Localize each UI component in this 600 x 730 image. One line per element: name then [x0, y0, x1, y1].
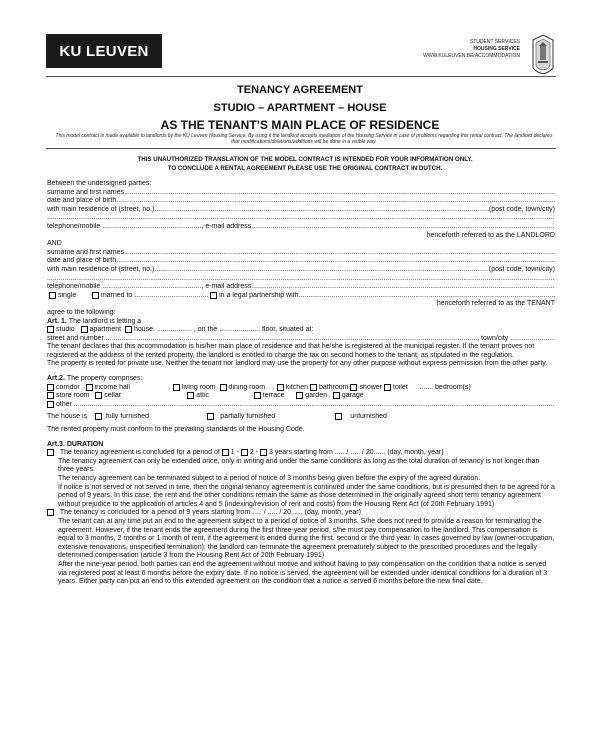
- nine-year-option: The tenancy is concluded for a period of 9 years starting from ..... / ..... / 20...... (day, month, year): [47, 509, 555, 518]
- agree-label: agree to the following:: [47, 308, 116, 316]
- other-rooms-field: other .....: [47, 401, 555, 410]
- married-checkbox[interactable]: [92, 292, 99, 299]
- living-room-checkbox[interactable]: [173, 384, 180, 391]
- art1-registration-paragraph: The tenant declares that this accommodation is his/her main place of residence and that he/she is registered at the municipal register. If the tenant proves not registered at the address of the rented property, the landlord is entitled to charge the tax on second homes to the tenant, as stipulated in the regulation.: [47, 343, 535, 359]
- marital-status-row: single married to ...................................... in a legal partnership with .....: [47, 292, 555, 301]
- partnership-checkbox[interactable]: [210, 292, 217, 299]
- one-year-checkbox[interactable]: [222, 449, 229, 456]
- corridor-checkbox[interactable]: [47, 384, 54, 391]
- garage-checkbox[interactable]: [333, 392, 340, 399]
- art3-heading: Art.3. DURATION: [47, 440, 104, 448]
- property-address-field[interactable]: street and number ..... , town/city .......................: [47, 335, 555, 344]
- extension-paragraph: The tenancy agreement can only be extended once, only in writing and under the same conditions as long as the total duration of tenancy is not longer than three years.: [58, 457, 540, 474]
- landlord-name-field[interactable]: surname and first names .....: [47, 189, 555, 198]
- landlord-birth-field[interactable]: date and place of birth .....: [47, 197, 555, 206]
- bathroom-checkbox[interactable]: [310, 384, 317, 391]
- dept-student-services: STUDENT SERVICES: [469, 39, 520, 45]
- landlord-residence-field[interactable]: with main residence of (street, no.) ..... (post code, town/city): [47, 206, 555, 215]
- art2-heading: Art.2. The property comprises:: [47, 375, 143, 383]
- store-room-checkbox[interactable]: [47, 392, 54, 399]
- early-termination-paragraph: The tenant can at any time put an end to the agreement subject to a period of notice of 3 months. S/he does not need to provide a reason for terminating the agreement. However, if the tenant ends the agreement during the first three-year period, s/he must pay compensation to the landlord. This compensation is equal to 3 months, 2 months or 1 month of rent, if the agreement is ended during the first, second or the third year. In cases governed by law (owner-occupation, extensive renovations, unspecified termination), the landlord can terminate the agreement prematurely subject to the prescribed procedures and the legally determined compensation (article 3 from the Housing Rent Act of 20th February 1991): [58, 517, 555, 560]
- apartment-checkbox[interactable]: [81, 326, 88, 333]
- termination-paragraph: The tenancy agreement can be terminated subject to a period of notice of 3 months being given before the expiry of the agreed duration.: [58, 475, 481, 482]
- art1-heading: Art. 1. The landlord is letting a: [47, 317, 142, 325]
- short-term-checkbox[interactable]: [47, 449, 54, 456]
- short-term-option: The tenancy agreement is concluded for a period of 1 - 2 - 3 years starting from ..... / ..... / 20...... (day, month, year): [47, 449, 555, 458]
- note-rule: [46, 148, 556, 149]
- rooms-row-2: store room cellar attic terrace garden garage: [47, 392, 555, 401]
- furnishing-row: The house is fully furnished partially furnished unfurnished: [47, 413, 387, 421]
- landlord-contact-field[interactable]: telephone/mobile ..................................................., e-mail address .....: [47, 223, 555, 232]
- translation-warning: [60, 155, 550, 173]
- attic-checkbox[interactable]: [187, 392, 194, 399]
- single-checkbox[interactable]: [49, 292, 56, 299]
- tenant-residence-field[interactable]: with main residence of (street, no.) ..... (post code, town/city): [47, 266, 555, 275]
- landlord-label: henceforth referred to as the LANDLORD: [426, 231, 555, 239]
- income-hall-checkbox[interactable]: [86, 384, 93, 391]
- landlord-residence-line-2[interactable]: [47, 214, 555, 223]
- dept-housing-service: HOUSING SERVICE: [473, 46, 520, 52]
- accommodation-url: WWW.KULEUVEN.BE/ACCOMMODATION: [423, 53, 520, 59]
- other-checkbox[interactable]: [47, 401, 54, 408]
- nine-year-end-paragraph: After the nine-year period, both parties can end the agreement without motive and without having to pay compensation on the condition that a notice is served via registered post at least 6 months before the expiry date. If no notice is served, the agreement will be extended under identical conditions for a duration of 3 years. Either party can put an end to this extended agreement on the condition that a notice is served 6 months before the new final date.: [58, 560, 548, 586]
- title-main-residence: AS THE TENANT’S MAIN PLACE OF RESIDENCE: [160, 118, 440, 132]
- garden-checkbox[interactable]: [296, 392, 303, 399]
- tenant-birth-field[interactable]: date and place of birth .....: [47, 257, 555, 266]
- tenant-contact-field[interactable]: telephone/mobile ..................................................., e-mail address .....: [47, 283, 555, 292]
- house-checkbox[interactable]: [125, 326, 132, 333]
- fully-furnished-checkbox[interactable]: [95, 413, 102, 420]
- two-year-checkbox[interactable]: [241, 449, 248, 456]
- dining-room-checkbox[interactable]: [220, 384, 227, 391]
- terrace-checkbox[interactable]: [254, 392, 261, 399]
- title-property-types: STUDIO – APARTMENT – HOUSE: [213, 102, 387, 114]
- tenant-residence-line-2[interactable]: [47, 275, 555, 284]
- contract-body: [47, 180, 555, 587]
- art1-private-use-paragraph: The property is rented for private use. Neither the tenant nor landlord may use the property for any other purpose without express permission from the other party.: [47, 360, 548, 368]
- shower-checkbox[interactable]: [350, 384, 357, 391]
- three-year-checkbox[interactable]: [260, 449, 267, 456]
- title-tenancy-agreement: TENANCY AGREEMENT: [237, 84, 363, 96]
- cellar-checkbox[interactable]: [95, 392, 102, 399]
- warning-line-2: TO CONCLUDE A RENTAL AGREEMENT PLEASE USE THE ORIGINAL CONTRACT IN DUTCH.: [167, 165, 443, 172]
- continuation-paragraph: If notice is not served or not served in time, then the original tenancy agreement is continued under the same conditions, but is presumed then to be agreed for a period of 9 years. In this case, the rent and the other conditions remain the same as those determined in the originally agreed short term tenancy agreement without prejudice to the application of articles 4 and 5 (indexing/revision of rent and costs) from the Housing Rent Act (of 20th February 1991): [58, 483, 555, 508]
- tenant-name-field[interactable]: surname and first names .....: [47, 249, 555, 258]
- unfurnished-checkbox[interactable]: [335, 413, 342, 420]
- studio-checkbox[interactable]: [47, 326, 54, 333]
- housing-code-note: The rented property must conform to the prevailing standards of the Housing Code.: [47, 426, 305, 434]
- ku-leuven-logo: KU LEUVEN: [46, 34, 162, 68]
- warning-line-1: THIS UNAUTHORIZED TRANSLATION OF THE MODEL CONTRACT IS INTENDED FOR YOUR INFORMATION ONLY.: [137, 156, 473, 163]
- header-rule: [46, 76, 556, 77]
- parties-intro: Between the undersigned parties:: [47, 180, 152, 187]
- tenant-label: henceforth referred to as the TENANT: [436, 300, 555, 308]
- model-contract-note: This model contract is made available to landlords by the KU Leuven Housing Service. By using it the landlord accepts mediation of the Housing Service in case of problems regarding this rental contract. The landlord declares that modifications/deletions/additions will be done in a visible way.: [55, 133, 553, 145]
- university-seal-icon: [531, 34, 555, 80]
- nine-year-checkbox[interactable]: [47, 509, 54, 516]
- and-label: AND: [47, 240, 62, 248]
- kitchen-checkbox[interactable]: [277, 384, 284, 391]
- toilet-checkbox[interactable]: [384, 384, 391, 391]
- partially-furnished-checkbox[interactable]: [207, 413, 214, 420]
- property-type-row: studio apartment house. .................. , on the ..................... floor, situated at:: [47, 326, 555, 335]
- service-info: [423, 39, 520, 60]
- rooms-row-1: corridor income hall living room dining room kitchen bathroom shower toilet ....... bedroom(s): [47, 384, 555, 393]
